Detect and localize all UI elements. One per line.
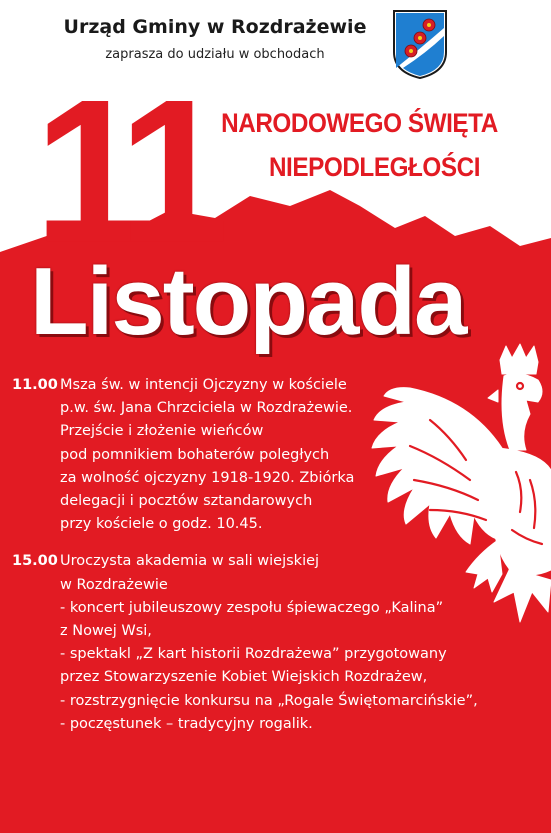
program-time: 11.00 — [12, 377, 58, 393]
program-line: przez Stowarzyszenie Kobiet Wiejskich Rozdrażew, — [60, 669, 428, 686]
program-line: z Nowej Wsi, — [60, 623, 152, 640]
program-line: - rozstrzygnięcie konkursu na „Rogale Świętomarcińskie”, — [60, 692, 478, 709]
title-line-1: NARODOWEGO ŚWIĘTA — [221, 108, 498, 138]
event-program — [12, 374, 532, 750]
program-line: za wolność ojczyzny 1918-1920. Zbiórka — [60, 469, 355, 486]
program-time: 15.00 — [12, 553, 58, 570]
program-line: delegacji i pocztów sztandarowych — [60, 493, 313, 510]
program-line: Przejście i złożenie wieńców — [60, 423, 264, 440]
day-number: 11 — [34, 57, 214, 286]
program-item-15 — [12, 550, 532, 736]
month-name: Listopada — [30, 248, 466, 355]
program-line: Msza św. w intencji Ojczyzny w kościele — [60, 377, 347, 393]
program-line: w Rozdrażewie — [60, 576, 168, 593]
coat-of-arms-icon — [391, 8, 449, 80]
program-item-11 — [12, 374, 532, 536]
program-line: pod pomnikiem bohaterów poległych — [60, 446, 330, 463]
program-line: - spektakl „Z kart historii Rozdrażewa” przygotowany — [60, 646, 447, 663]
invitation-text: zaprasza do udziału w obchodach — [105, 47, 325, 62]
organization-name: Urząd Gminy w Rozdrażewie — [63, 16, 367, 38]
program-line: Uroczysta akademia w sali wiejskiej — [60, 553, 320, 570]
program-line: - koncert jubileuszowy zespołu śpiewaczego „Kalina” — [60, 599, 444, 616]
title-line-2: NIEPODLEGŁOŚCI — [268, 152, 481, 182]
program-line: - poczęstunek – tradycyjny rogalik. — [60, 715, 313, 732]
program-line: przy kościele o godz. 10.45. — [60, 516, 263, 533]
program-line: p.w. św. Jana Chrzciciela w Rozdrażewie. — [60, 400, 353, 417]
